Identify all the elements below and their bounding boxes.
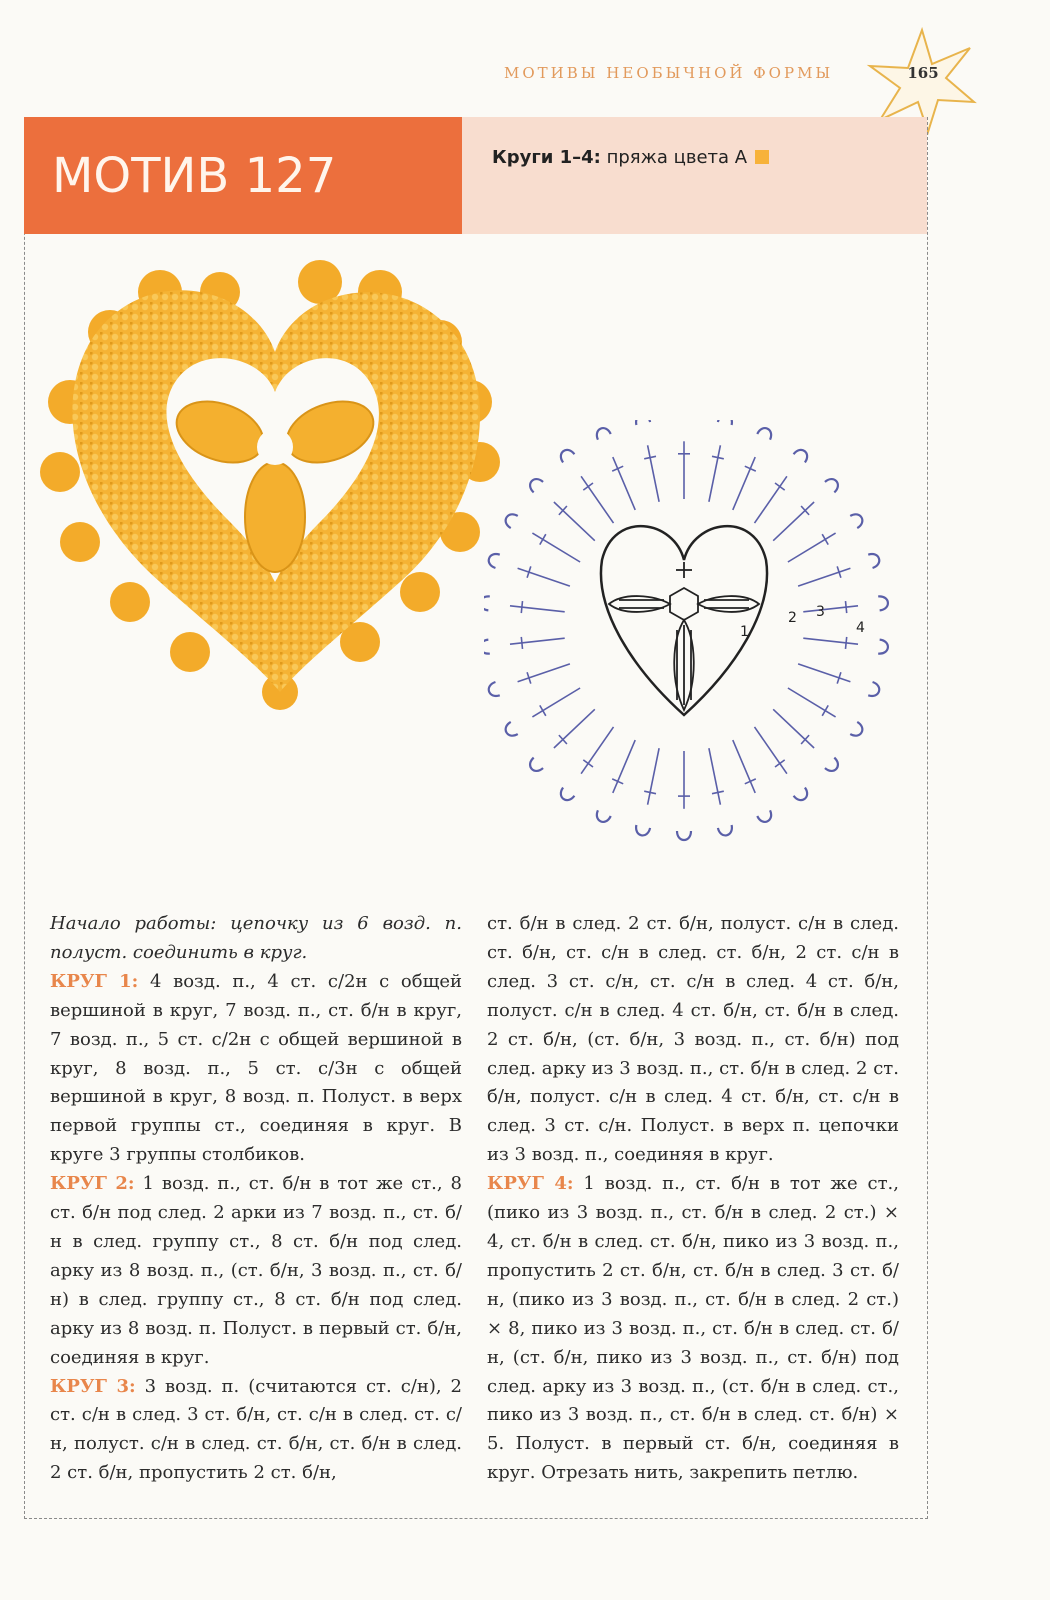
chart-stitch-cross [822, 705, 828, 715]
yarn-legend-block [462, 117, 927, 234]
round-2-text: 1 возд. п., ст. б/н в тот же ст., 8 ст. б/н под след. 2 арки из 7 возд. п., ст. б/н в след. группу ст., 8 ст. б/н под след. арку из 8 возд. п., (ст. б/н, 3 возд. п., ст. б/н) в след. группу ст., 8 ст. б/н под след. арку из 8 возд. п. Полуст. в первый ст. б/н, соединяя в круг. [50, 1173, 462, 1368]
chart-picot [635, 420, 651, 425]
chart-stitch-cross [521, 637, 522, 649]
chart-picot [794, 788, 811, 804]
chart-stitch [518, 664, 570, 682]
chart-stitch [733, 740, 755, 793]
chart-picot [558, 447, 575, 463]
intro-text: Начало работы: цепочку из 6 возд. п. полуст. соединить в круг. [50, 913, 462, 963]
chart-picot [635, 825, 651, 837]
chart-stitch [755, 476, 787, 523]
chart-picot [718, 825, 734, 837]
chart-picot [825, 758, 841, 774]
running-head: МОТИВЫ НЕОБЫЧНОЙ ФОРМЫ [504, 64, 834, 82]
title-block [24, 117, 462, 234]
chart-stitch-cross [822, 534, 828, 544]
chart-stitch-cross [521, 601, 522, 613]
chart-picot [868, 682, 881, 698]
rounds-legend-text: пряжа цвета А [600, 147, 748, 168]
chart-stitch [798, 664, 850, 682]
round-3-paragraph [50, 1373, 462, 1489]
round-4-label: КРУГ 4: [487, 1173, 574, 1195]
chart-center [609, 562, 759, 710]
chart-picot [503, 511, 518, 528]
instructions-right-column [487, 910, 899, 1488]
page-number: 165 [907, 64, 939, 82]
instructions-left-column [50, 910, 462, 1488]
rounds-legend [492, 147, 769, 168]
chart-stitch-cross [846, 601, 847, 613]
chart-stitch [613, 740, 635, 793]
chart-stitch-cross [775, 483, 785, 490]
chart-stitch-cross [775, 760, 785, 767]
chart-picot [484, 640, 490, 655]
chart-stitch [788, 533, 836, 562]
chart-stitch-cross [846, 637, 847, 649]
chart-stitch-cross [540, 534, 546, 544]
chart-stitch [755, 727, 787, 774]
chart-picot [487, 682, 500, 698]
chart-stitch [709, 748, 721, 805]
chart-picot [484, 596, 490, 611]
chart-stitch [581, 476, 613, 523]
motif-header [24, 117, 927, 234]
chart-picot [757, 810, 773, 824]
rounds-legend-label: Круги 1–4: [492, 147, 601, 168]
chart-stitch [773, 709, 814, 748]
chart-picot [594, 810, 610, 824]
chart-stitch [581, 727, 613, 774]
motif-title: МОТИВ 127 [52, 147, 337, 204]
motif-photo [40, 252, 510, 712]
chart-stitch [798, 568, 850, 586]
chart-stitch [510, 606, 565, 612]
round-label-4: 4 [856, 620, 865, 636]
round-1-text: 4 возд. п., 4 ст. с/2н с общей вершиной в круг, 7 возд. п., ст. б/н в круг, 7 возд. п., 5 ст. с/2н с общей вершиной в круг, 8 возд. п., 5 ст. с/3н с общей вершиной в круг, 8 возд. п. Полуст. в верх первой группы ст., соединяя в круг. В круге 3 группы столбиков. [50, 970, 462, 1166]
round-1-paragraph [50, 968, 462, 1170]
round-1-label: КРУГ 1: [50, 970, 139, 992]
chart-picot [878, 640, 888, 655]
chart-picot [825, 476, 841, 492]
chart-picot [757, 426, 773, 440]
round-4-paragraph [487, 1170, 899, 1488]
chart-stitch [554, 502, 595, 541]
chart-picot [677, 831, 691, 840]
yarn-color-swatch [755, 150, 769, 164]
chart-stitch [510, 638, 565, 644]
chart-stitch [788, 688, 836, 717]
chart-stitch [532, 688, 580, 717]
chart-picot [558, 788, 575, 804]
chart-stitch [648, 445, 660, 502]
chart-picot [503, 722, 518, 739]
round-2-label: КРУГ 2: [50, 1173, 135, 1195]
chart-picot [794, 447, 811, 463]
chart-picot [527, 758, 543, 774]
chart-picots [484, 420, 889, 840]
round-2-paragraph [50, 1170, 462, 1372]
chart-stitch [709, 445, 721, 502]
chart-picot [850, 511, 865, 528]
chart-stitch [613, 457, 635, 510]
round-4-text: 1 возд. п., ст. б/н в тот же ст., (пико из 3 возд. п., ст. б/н в след. 2 ст.) × 4, ст. б/н в след. ст. б/н, пико из 3 возд. п., пропустить 2 ст. б/н, ст. б/н в след. 3 ст. б/н, (пико из 3 возд. п., ст. б/н в след. 2 ст.) × 8, пико из 3 возд. п., ст. б/н в след. ст. б/н, (ст. б/н, пико из 3 возд. п., ст. б/н) под след. арку из 3 возд. п., (ст. б/н в след. ст., пико из 3 возд. п., ст. б/н в след. ст. б/н) × 5. Полуст. в первый ст. б/н, соединяя в круг. Отрезать нить, закрепить петлю. [487, 1173, 899, 1484]
round-label-1: 1 [740, 624, 749, 640]
chart-stitch-cross [583, 483, 593, 490]
chart-picot [868, 552, 881, 568]
crochet-chart [484, 420, 914, 870]
chart-stitch-cross [583, 760, 593, 767]
chart-picot [878, 596, 888, 611]
chart-picot [527, 476, 543, 492]
chart-stitch [518, 568, 570, 586]
chart-picot [718, 420, 734, 425]
chart-stitch [648, 748, 660, 805]
round-label-3: 3 [816, 604, 825, 620]
round-3-label: КРУГ 3: [50, 1375, 136, 1397]
chart-picot [594, 426, 610, 440]
round-3-continuation: ст. б/н в след. 2 ст. б/н, полуст. с/н в след. ст. б/н, ст. с/н в след. ст. б/н, 2 ст. с/н в след. 3 ст. с/н, ст. с/н в след. 4 ст. б/н, полуст. с/н в след. 4 ст. б/н, ст. б/н в след. 2 ст. б/н, (ст. б/н, 3 возд. п., ст. б/н) под след. арку из 3 возд. п., ст. б/н в след. 2 ст. б/н, полуст. с/н в след. 4 ст. б/н, ст. с/н в след. 3 ст. с/н. Полуст. в верх п. цепочки из 3 возд. п., соединяя в круг. [487, 913, 899, 1166]
chart-stitch [733, 457, 755, 510]
chart-stitch [803, 606, 858, 612]
round-label-2: 2 [788, 610, 797, 626]
chart-stitch [773, 502, 814, 541]
chart-picot [850, 722, 865, 739]
chart-stitch [554, 709, 595, 748]
round-3-text: 3 возд. п. (считаются ст. с/н), 2 ст. с/н в след. 3 ст. б/н, ст. с/н в след. ст. с/н, полуст. с/н в след. ст. б/н, ст. б/н в след. 2 ст. б/н, пропустить 2 ст. б/н, [50, 1375, 462, 1484]
chart-stitch [532, 533, 580, 562]
chart-picot [487, 552, 500, 568]
chart-stitch [803, 638, 858, 644]
chart-stitch-cross [540, 705, 546, 715]
